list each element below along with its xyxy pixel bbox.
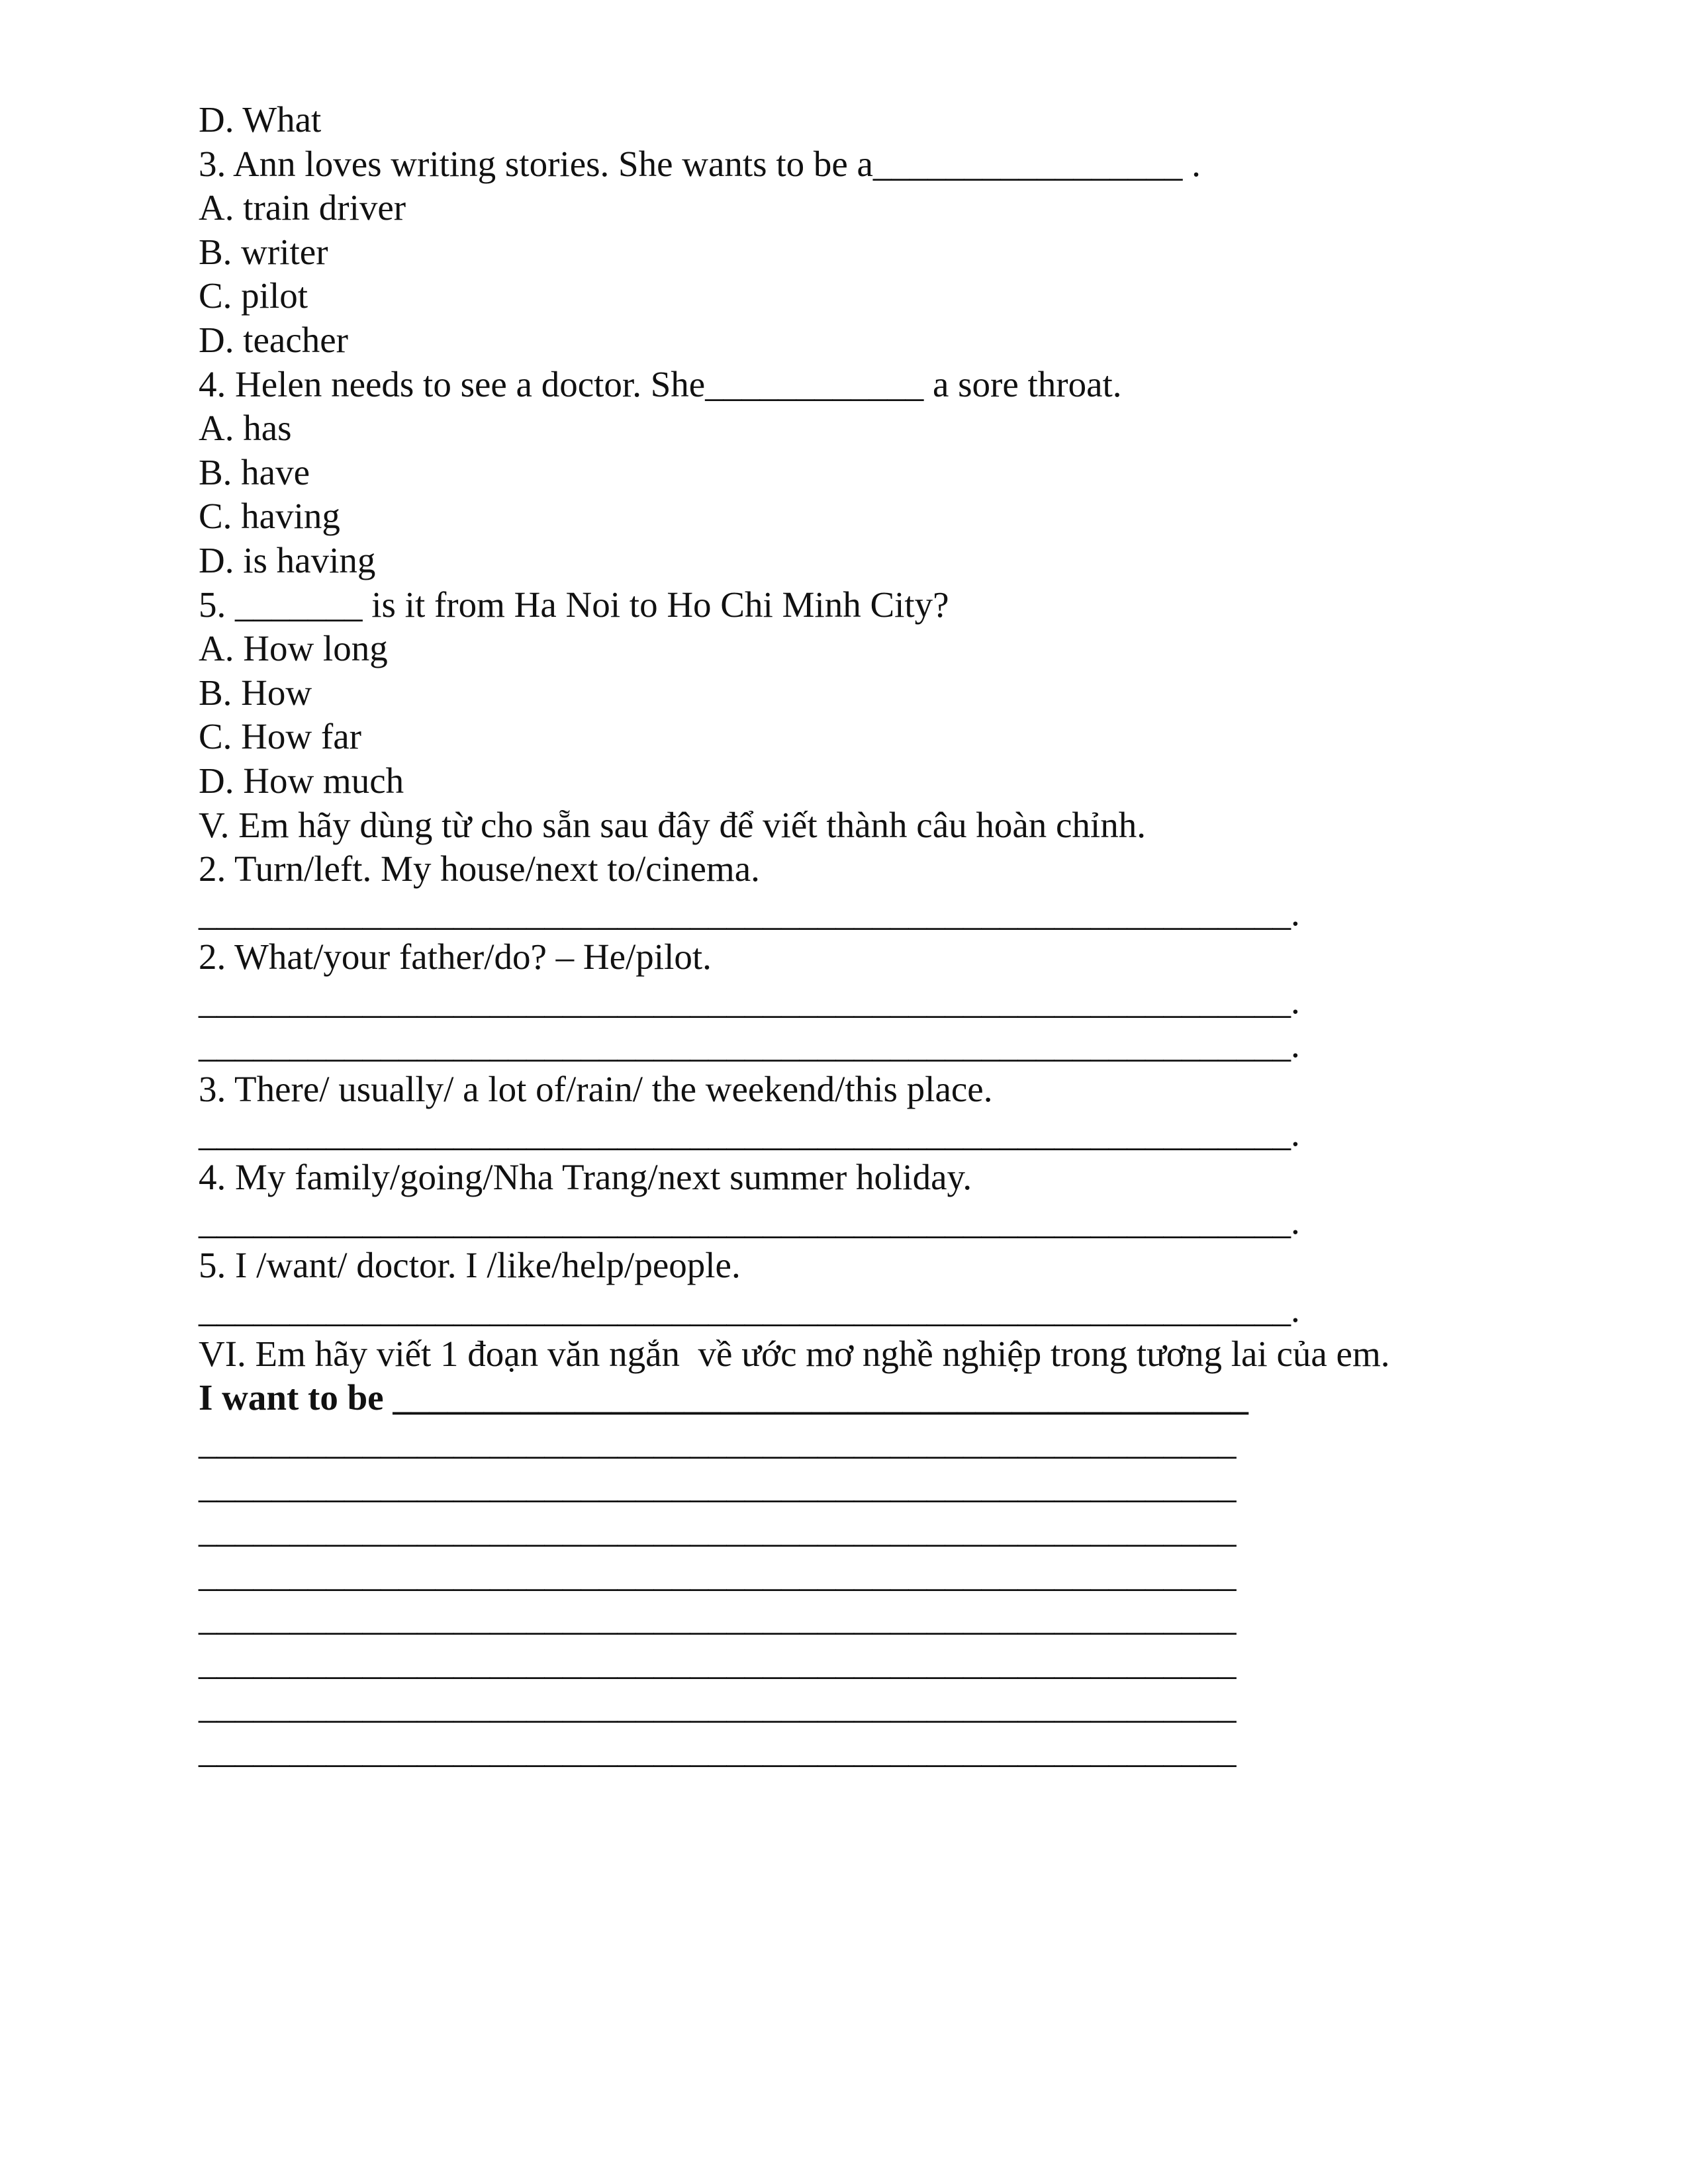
exercise-v-item-4: 4. My family/going/Nha Trang/next summer holiday. (199, 1157, 972, 1198)
q5-option-c: C. How far (199, 716, 361, 757)
q4-option-a: A. has (199, 408, 292, 449)
q3-stem: 3. Ann loves writing stories. She wants to be a_________________ . (199, 143, 1201, 184)
q5-stem: 5. _______ is it from Ha Noi to Ho Chi Minh City? (199, 584, 949, 625)
exercise-v-item-5: 5. I /want/ doctor. I /like/help/people. (199, 1245, 741, 1286)
answer-blank-1[interactable]: ____________________________________________________________. (199, 892, 1300, 933)
q4-stem: 4. Helen needs to see a doctor. She____________ a sore throat. (199, 363, 1122, 404)
writing-line-1[interactable]: _________________________________________________________ (199, 1421, 1237, 1462)
exercise-vi-heading: VI. Em hãy viết 1 đoạn văn ngắn về ước mơ nghề nghiệp trong tương lai của em. (199, 1333, 1390, 1374)
answer-blank-2a[interactable]: ____________________________________________________________. (199, 980, 1300, 1021)
writing-line-2[interactable]: _________________________________________________________ (199, 1465, 1237, 1506)
writing-line-6[interactable]: _________________________________________________________ (199, 1641, 1237, 1682)
q5-option-a: A. How long (199, 628, 388, 669)
answer-blank-5[interactable]: ____________________________________________________________. (199, 1289, 1300, 1330)
answer-blank-3[interactable]: ____________________________________________________________. (199, 1113, 1300, 1154)
writing-line-7[interactable]: _________________________________________________________ (199, 1686, 1237, 1727)
writing-line-5[interactable]: _________________________________________________________ (199, 1598, 1237, 1639)
q3-option-b: B. writer (199, 231, 328, 272)
q2-option-d: D. What (199, 99, 322, 140)
exercise-v-item-2: 2. What/your father/do? – He/pilot. (199, 936, 712, 978)
answer-blank-4[interactable]: ____________________________________________________________. (199, 1201, 1300, 1242)
exercise-v-item-1: 2. Turn/left. My house/next to/cinema. (199, 848, 760, 889)
q5-option-d: D. How much (199, 760, 404, 801)
writing-line-3[interactable]: _________________________________________________________ (199, 1510, 1237, 1550)
q4-option-d: D. is having (199, 539, 376, 580)
exercise-v-item-3: 3. There/ usually/ a lot of/rain/ the weekend/this place. (199, 1069, 993, 1110)
exercise-v-heading: V. Em hãy dùng từ cho sẵn sau đây để viết thành câu hoàn chỉnh. (199, 804, 1146, 845)
worksheet-content (199, 98, 1523, 1773)
exercise-vi-prompt[interactable]: I want to be _______________________________________________ (199, 1377, 1248, 1418)
q3-option-a: A. train driver (199, 187, 406, 228)
q4-option-b: B. have (199, 451, 310, 492)
answer-blank-2b[interactable]: ____________________________________________________________. (199, 1024, 1300, 1066)
q5-option-b: B. How (199, 672, 312, 713)
writing-line-4[interactable]: _________________________________________________________ (199, 1553, 1237, 1594)
q3-option-c: C. pilot (199, 275, 308, 316)
q4-option-c: C. having (199, 496, 340, 537)
writing-line-8[interactable]: _________________________________________________________ (199, 1729, 1237, 1770)
q3-option-d: D. teacher (199, 319, 348, 360)
